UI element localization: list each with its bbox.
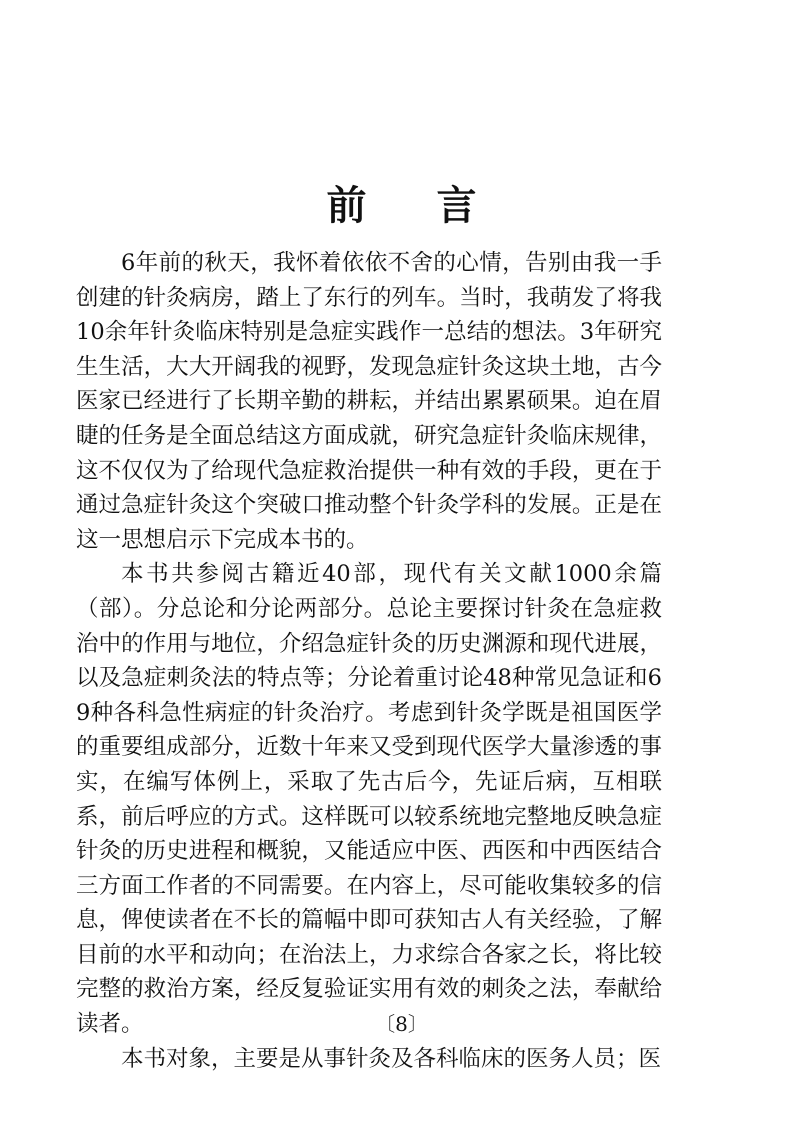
- paragraph-3: 本书对象，主要是从事针灸及各科临床的医务人员；医: [121, 1045, 662, 1072]
- paragraph-2: 本书共参阅古籍近40部，现代有关文献1000余篇（部）。分总论和分论两部分。总论主要探讨针灸在急症救治中的作用与地位，介绍急症针灸的历史渊源和现代进展，以及急症刺灸法的特点等；分论着重讨论48种常见急证和69种各科急性病症的针灸治疗。考虑到针灸学既是祖国医学的重要组成部分，近数十年来又受到现代医学大量渗透的事实，在编写体例上，采取了先古后今，先证后病，互相联系，前后呼应的方式。这样既可以较系统地完整地反映急症针灸的历史进程和概貌，又能适应中医、西医和中西医结合三方面工作者的不同需要。在内容上，尽可能收集较多的信息，俾使读者在不长的篇幅中即可获知古人有关经验，了解目前的水平和动向；在治法上，力求综合各家之长，将比较完整的救治方案，经反复验证实用有效的刺灸之法，奉献给读者。: [76, 561, 662, 1038]
- body-text: [76, 246, 662, 1076]
- paragraph-1: 6年前的秋天，我怀着依依不舍的心情，告别由我一手创建的针灸病房，踏上了东行的列车。当时，我萌发了将我10余年针灸临床特别是急症实践作一总结的想法。3年研究生生活，大大开阔我的视野，发现急症针灸这块土地，古今医家已经进行了长期辛勤的耕耘，并结出累累硕果。迫在眉睫的任务是全面总结这方面成就，研究急症针灸临床规律，这不仅仅为了给现代急症救治提供一种有效的手段，更在于通过急症针灸这个突破口推动整个针灸学科的发展。正是在这一思想启示下完成本书的。: [76, 250, 662, 553]
- title-char-2: 言: [436, 182, 477, 229]
- title-char-1: 前: [326, 182, 367, 229]
- page-title: [0, 178, 803, 234]
- page-number: 〔8〕: [375, 1012, 428, 1036]
